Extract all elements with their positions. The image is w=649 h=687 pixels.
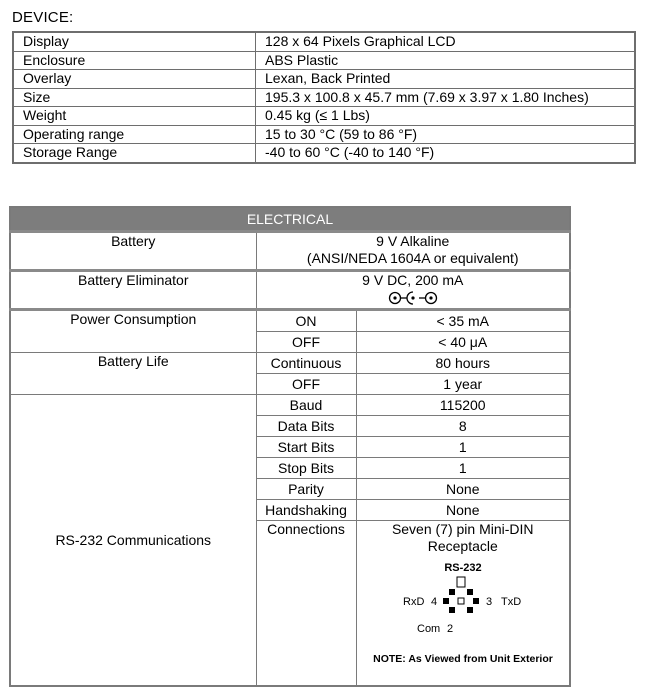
- battery-label: Battery: [10, 232, 256, 271]
- battery-life-cont-label: Continuous: [256, 353, 356, 374]
- battery-value-line2: (ANSI/NEDA 1604A or equivalent): [306, 250, 519, 266]
- rs232-row-value: 115200: [356, 395, 570, 416]
- device-table: [12, 31, 636, 164]
- table-row: [10, 395, 570, 416]
- connections-label: Connections: [256, 521, 356, 687]
- rs232-row-label: Handshaking: [256, 500, 356, 521]
- rs232-row-label: Start Bits: [256, 437, 356, 458]
- electrical-title: ELECTRICAL: [10, 207, 570, 232]
- power-on-value: < 35 mA: [356, 310, 570, 332]
- diagram-com: Com: [416, 623, 440, 635]
- device-label: Size: [13, 88, 256, 107]
- eliminator-value-text: 9 V DC, 200 mA: [362, 272, 464, 288]
- device-label: Overlay: [13, 70, 256, 89]
- diagram-note: NOTE: As Viewed from Unit Exterior: [372, 653, 553, 665]
- power-off-label: OFF: [256, 332, 356, 353]
- battery-life-label: Battery Life: [10, 353, 256, 395]
- diagram-txd: TxD: [500, 596, 521, 608]
- power-off-value: < 40 μA: [356, 332, 570, 353]
- diagram-pin3: 3: [485, 596, 492, 608]
- device-heading: DEVICE:: [12, 9, 74, 26]
- rs232-row-value: 8: [356, 416, 570, 437]
- mini-din-diagram: [357, 555, 570, 685]
- rs232-label: RS-232 Communications: [10, 395, 256, 687]
- battery-life-cont-value: 80 hours: [356, 353, 570, 374]
- battery-value: [256, 232, 570, 271]
- connections-value: [356, 521, 570, 687]
- connections-line2: Receptacle: [427, 538, 498, 554]
- rs232-row-label: Parity: [256, 479, 356, 500]
- eliminator-value: [256, 271, 570, 310]
- table-row: [10, 310, 570, 332]
- rs232-row-label: Stop Bits: [256, 458, 356, 479]
- rs232-row-value: 1: [356, 437, 570, 458]
- table-row: [13, 107, 635, 126]
- device-label: Display: [13, 32, 256, 51]
- power-label: Power Consumption: [10, 310, 256, 353]
- table-row: [13, 32, 635, 51]
- device-label: Storage Range: [13, 144, 256, 163]
- device-value: -40 to 60 °C (-40 to 140 °F): [256, 144, 636, 163]
- dc-polarity-icon: [257, 289, 570, 307]
- device-value: Lexan, Back Printed: [256, 70, 636, 89]
- table-row: [10, 353, 570, 374]
- diagram-pin4: 4: [430, 596, 437, 608]
- table-row: [13, 70, 635, 89]
- device-label: Weight: [13, 107, 256, 126]
- battery-life-off-label: OFF: [256, 374, 356, 395]
- diagram-rxd: RxD: [402, 596, 424, 608]
- table-row: [10, 232, 570, 271]
- table-row: [10, 271, 570, 310]
- device-value: 195.3 x 100.8 x 45.7 mm (7.69 x 3.97 x 1.80 Inches): [256, 88, 636, 107]
- table-row: [13, 125, 635, 144]
- eliminator-label: Battery Eliminator: [10, 271, 256, 310]
- device-value: 0.45 kg (≤ 1 Lbs): [256, 107, 636, 126]
- rs232-row-value: None: [356, 479, 570, 500]
- table-row: [13, 51, 635, 70]
- rs232-row-label: Data Bits: [256, 416, 356, 437]
- table-row: [13, 144, 635, 163]
- rs232-row-value: None: [356, 500, 570, 521]
- table-row: [13, 88, 635, 107]
- power-on-label: ON: [256, 310, 356, 332]
- battery-life-off-value: 1 year: [356, 374, 570, 395]
- electrical-table: [9, 206, 571, 687]
- device-value: 128 x 64 Pixels Graphical LCD: [256, 32, 636, 51]
- rs232-row-label: Baud: [256, 395, 356, 416]
- device-label: Operating range: [13, 125, 256, 144]
- rs232-row-value: 1: [356, 458, 570, 479]
- connections-line1: Seven (7) pin Mini-DIN: [391, 521, 534, 537]
- diagram-title: RS-232: [443, 562, 482, 574]
- table-header-row: [10, 207, 570, 232]
- device-value: 15 to 30 °C (59 to 86 °F): [256, 125, 636, 144]
- diagram-pin2: 2: [446, 623, 453, 635]
- device-value: ABS Plastic: [256, 51, 636, 70]
- battery-value-line1: 9 V Alkaline: [376, 233, 450, 249]
- device-label: Enclosure: [13, 51, 256, 70]
